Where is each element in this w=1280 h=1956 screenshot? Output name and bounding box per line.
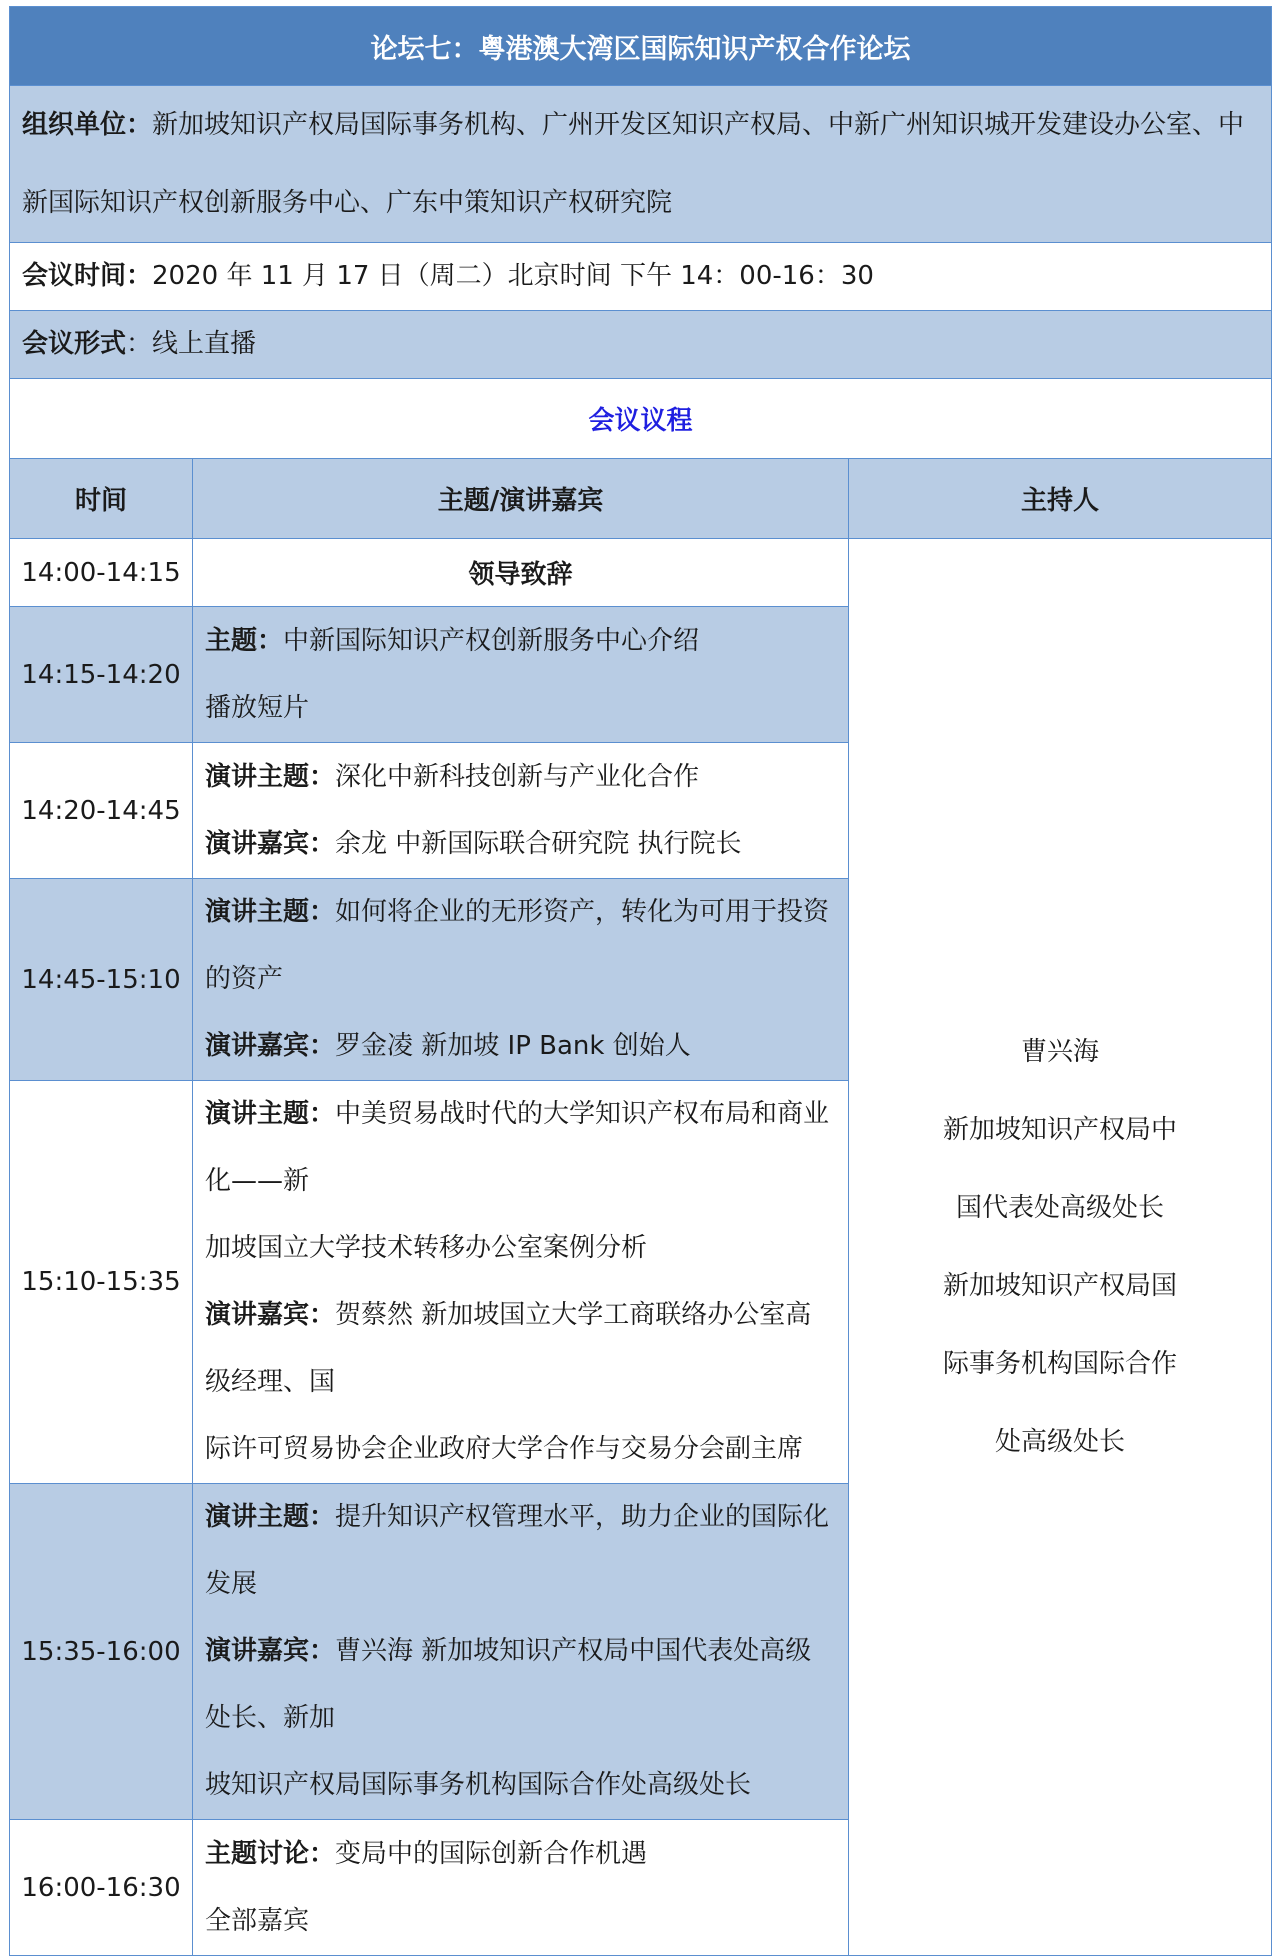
row-topic (193, 879, 849, 1081)
topic-label: 演讲主题： (205, 897, 336, 927)
speaker-label: 演讲嘉宾： (205, 1300, 336, 1330)
speaker-label: 演讲嘉宾： (205, 1636, 336, 1666)
organizer-text-line1: 新加坡知识产权局国际事务机构、广州开发区知识产权局、中新广州知识城开发建设办公室、中 (152, 110, 1245, 140)
header-time: 时间 (10, 459, 193, 539)
agenda-title: 会议议程 (10, 379, 1272, 459)
topic-text-cont: 加坡国立大学技术转移办公室案例分析 (205, 1233, 648, 1263)
row-topic (193, 1820, 849, 1956)
row-topic (193, 743, 849, 879)
topic-label: 主题： (205, 625, 284, 656)
speaker-label: 演讲嘉宾： (205, 1031, 336, 1061)
speaker-text: 罗金凌 新加坡 IP Bank 创始人 (335, 1031, 691, 1061)
row-time: 14:15-14:20 (10, 607, 193, 743)
meeting-format-value: ：线上直播 (126, 329, 257, 359)
speaker-text-cont: 坡知识产权局国际事务机构国际合作处高级处长 (205, 1770, 752, 1800)
host-line: 新加坡知识产权局中 (943, 1115, 1178, 1145)
host-cell (849, 539, 1272, 1956)
row-time: 14:45-15:10 (10, 879, 193, 1081)
host-line: 处高级处长 (995, 1427, 1126, 1457)
speaker-text: 曹兴海 新加坡知识产权局中国代表处高级处长、新加 (205, 1636, 812, 1733)
organizer-text-line2: 新国际知识产权创新服务中心、广东中策知识产权研究院 (22, 188, 673, 218)
host-line: 新加坡知识产权局国 (943, 1271, 1178, 1301)
meeting-time-row (10, 243, 1272, 311)
topic-subtext: 全部嘉宾 (205, 1905, 310, 1936)
row-time: 14:20-14:45 (10, 743, 193, 879)
host-line: 际事务机构国际合作 (943, 1349, 1178, 1379)
forum-document (9, 6, 1271, 1956)
row-time: 16:00-16:30 (10, 1820, 193, 1956)
topic-text: 中美贸易战时代的大学知识产权布局和商业化——新 (205, 1099, 830, 1196)
row-topic (193, 1484, 849, 1820)
header-host: 主持人 (849, 459, 1272, 539)
meeting-time-value: 2020 年 11 月 17 日（周二）北京时间 下午 14：00-16：30 (152, 261, 874, 291)
speaker-text: 贺蔡然 新加坡国立大学工商联络办公室高级经理、国 (205, 1300, 812, 1397)
row-topic (193, 1081, 849, 1484)
topic-text: 深化中新科技创新与产业化合作 (335, 761, 700, 792)
forum-title: 论坛七：粤港澳大湾区国际知识产权合作论坛 (10, 7, 1272, 86)
forum-table (9, 6, 1272, 1956)
topic-subtext: 播放短片 (205, 692, 310, 723)
meeting-format-label: 会议形式 (22, 329, 127, 359)
speaker-text-cont: 际许可贸易协会企业政府大学合作与交易分会副主席 (205, 1434, 804, 1464)
meeting-time-label: 会议时间： (22, 261, 153, 291)
organizer-label: 组织单位： (22, 110, 153, 140)
topic-text: 中新国际知识产权创新服务中心介绍 (283, 625, 700, 656)
row-topic (193, 607, 849, 743)
topic-label: 演讲主题： (205, 1502, 336, 1532)
row-time: 15:35-16:00 (10, 1484, 193, 1820)
topic-label: 演讲主题： (205, 1099, 336, 1129)
topic-text: 提升知识产权管理水平，助力企业的国际化发展 (205, 1502, 830, 1599)
row-topic-leader-speech: 领导致辞 (193, 539, 849, 607)
row-time: 14:00-14:15 (10, 539, 193, 607)
host-line: 国代表处高级处长 (956, 1193, 1165, 1223)
topic-label: 主题讨论： (205, 1838, 336, 1869)
topic-text: 变局中的国际创新合作机遇 (335, 1838, 648, 1869)
row-time: 15:10-15:35 (10, 1081, 193, 1484)
topic-label: 演讲主题： (205, 761, 336, 792)
topic-text: 如何将企业的无形资产，转化为可用于投资的资产 (205, 897, 830, 994)
meeting-format-row (10, 311, 1272, 379)
speaker-text: 余龙 中新国际联合研究院 执行院长 (335, 828, 742, 859)
header-topic: 主题/演讲嘉宾 (193, 459, 849, 539)
host-line: 曹兴海 (1021, 1037, 1100, 1067)
organizer-row (10, 86, 1272, 243)
speaker-label: 演讲嘉宾： (205, 828, 336, 859)
